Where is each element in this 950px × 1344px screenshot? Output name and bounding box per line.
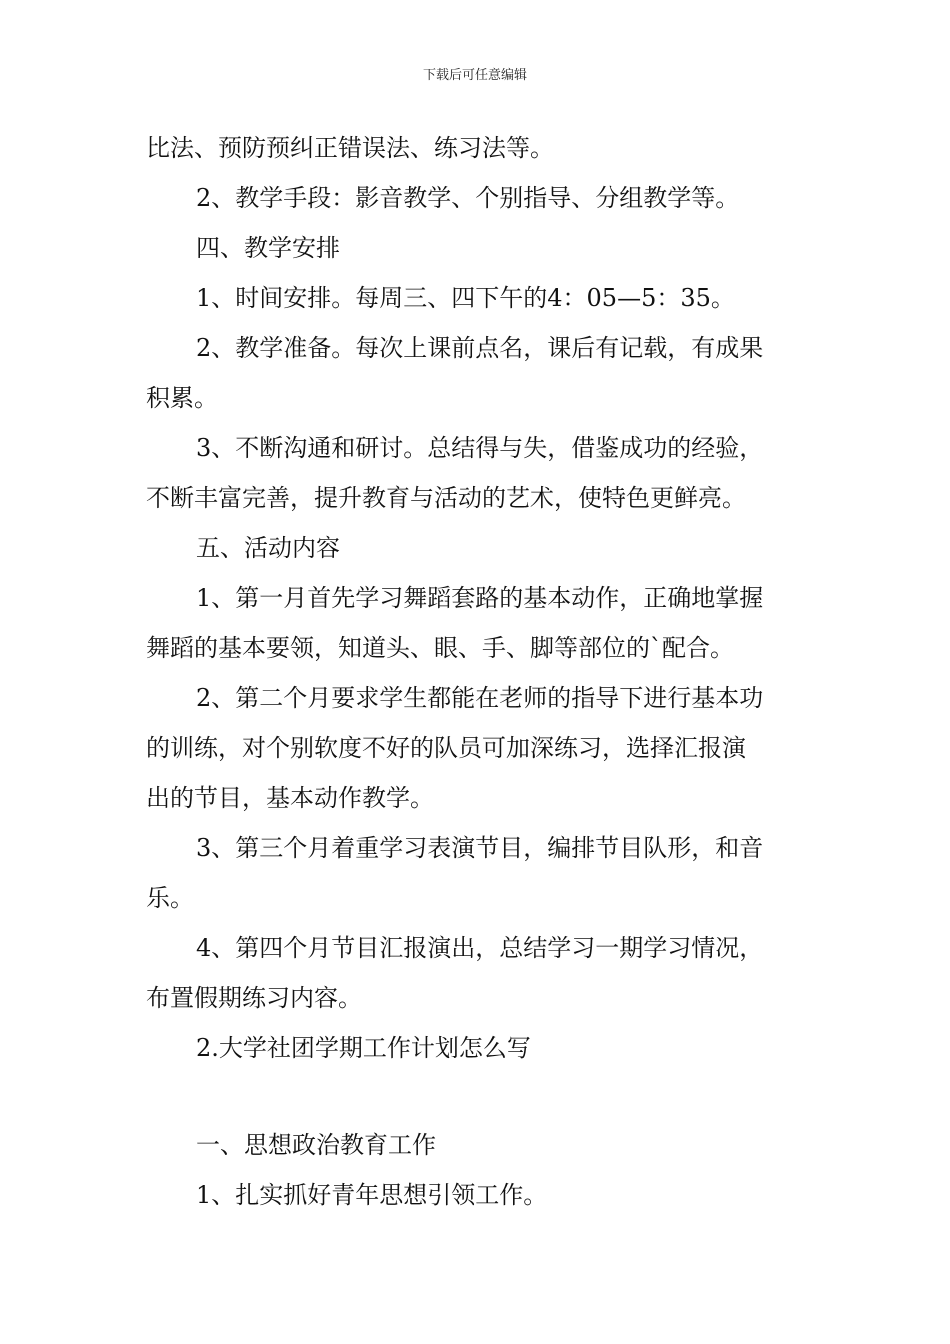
- text-line: 4、第四个月节目汇报演出，总结学习一期学习情况，: [196, 934, 764, 962]
- text-line: 2、第二个月要求学生都能在老师的指导下进行基本功: [196, 684, 764, 712]
- section-heading: 四、教学安排: [196, 234, 340, 262]
- text-line: 不断丰富完善，提升教育与活动的艺术，使特色更鲜亮。: [146, 484, 746, 512]
- text-line: 乐。: [146, 884, 194, 912]
- text-line: 出的节目，基本动作教学。: [146, 784, 434, 812]
- text-line: 布置假期练习内容。: [146, 984, 362, 1012]
- text-line: 的训练，对个别软度不好的队员可加深练习，选择汇报演: [146, 734, 746, 762]
- section-heading: 五、活动内容: [196, 534, 340, 562]
- text-line: 舞蹈的基本要领，知道头、眼、手、脚等部位的`配合。: [146, 634, 734, 662]
- text-line: 3、不断沟通和研讨。总结得与失，借鉴成功的经验，: [196, 434, 764, 462]
- text-line: 2、教学手段：影音教学、个别指导、分组教学等。: [196, 184, 740, 212]
- text-line: 积累。: [146, 384, 218, 412]
- text-line: 3、第三个月着重学习表演节目，编排节目队形，和音: [196, 834, 764, 862]
- text-line: 1、第一月首先学习舞蹈套路的基本动作，正确地掌握: [196, 584, 764, 612]
- page-header: 下载后可任意编辑: [422, 68, 527, 83]
- section-heading: 一、思想政治教育工作: [196, 1131, 436, 1159]
- document-title: 2.大学社团学期工作计划怎么写: [196, 1034, 531, 1062]
- text-line: 1、扎实抓好青年思想引领工作。: [196, 1181, 548, 1209]
- text-line: 比法、预防预纠正错误法、练习法等。: [146, 134, 554, 162]
- text-line: 2、教学准备。每次上课前点名，课后有记载，有成果: [196, 334, 764, 362]
- text-line: 1、时间安排。每周三、四下午的4：05—5：35。: [196, 284, 735, 312]
